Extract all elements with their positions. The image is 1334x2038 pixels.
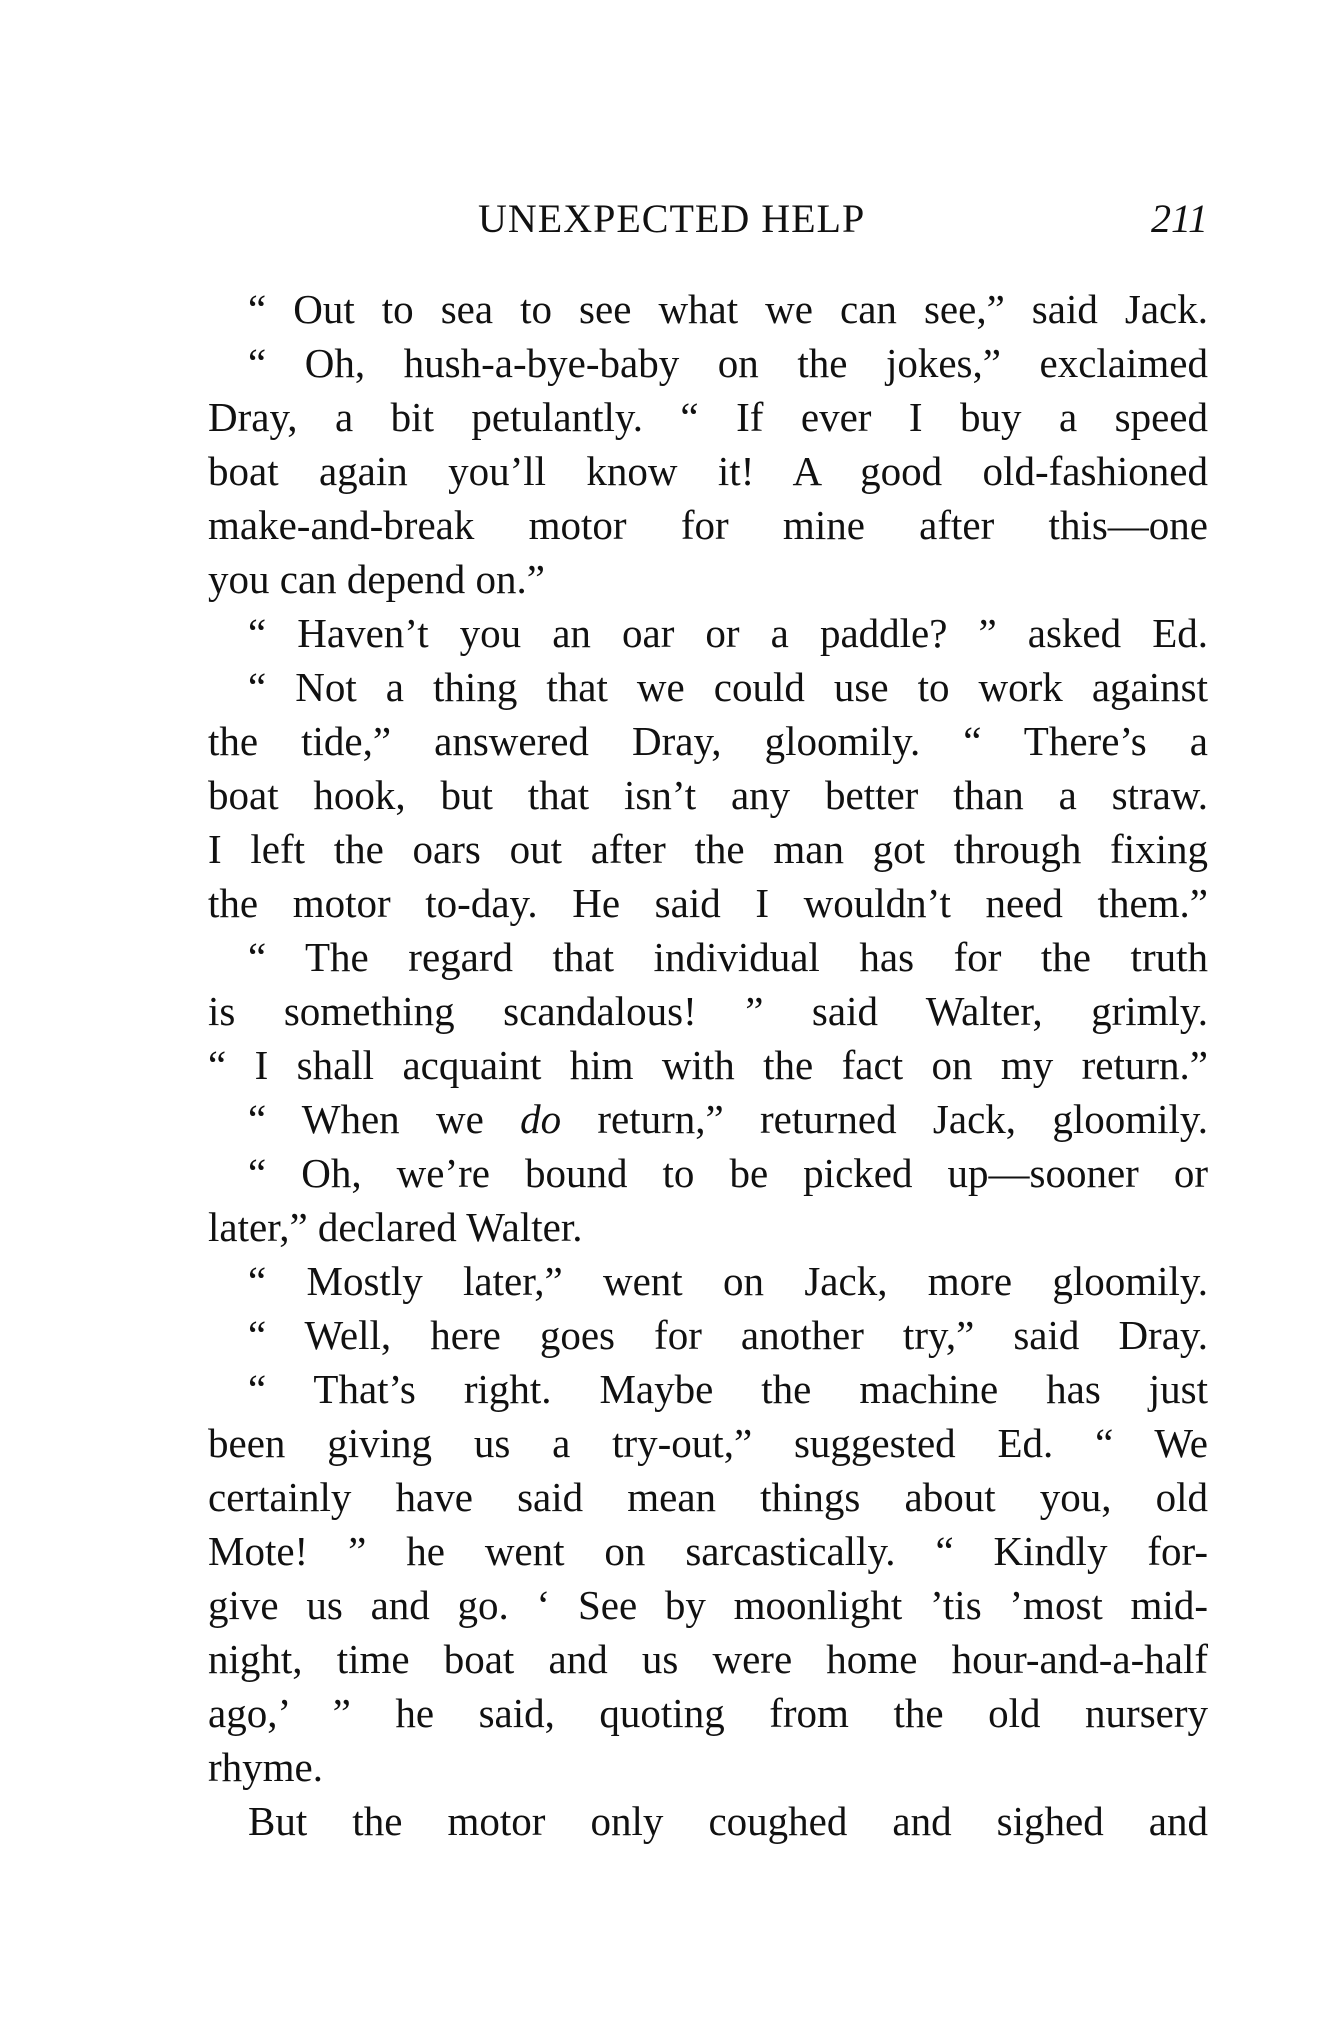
text-line: boat again you’ll know it! A good old-fashioned	[208, 448, 1208, 494]
text-line: “ Mostly later,” went on Jack, more gloomily.	[248, 1258, 1208, 1304]
text-line: “ Oh, hush-a-bye-baby on the jokes,” exclaimed	[248, 340, 1208, 386]
text-line: make-and-break motor for mine after this—one	[208, 502, 1208, 548]
text-line: Mote! ” he went on sarcastically. “ Kindly for-	[208, 1528, 1208, 1574]
emphasis: do	[520, 1096, 562, 1142]
text-line: night, time boat and us were home hour-and-a-half	[208, 1636, 1208, 1682]
text-line: “ The regard that individual has for the truth	[248, 934, 1208, 980]
text-line: boat hook, but that isn’t any better than a straw.	[208, 772, 1208, 818]
text-line: “ I shall acquaint him with the fact on my return.”	[208, 1042, 1208, 1088]
text-line: give us and go. ‘ See by moonlight ’tis ’most mid-	[208, 1582, 1208, 1628]
text-segment: return,” returned Jack, gloomily.	[561, 1096, 1208, 1142]
text-line: I left the oars out after the man got through fixing	[208, 826, 1208, 872]
text-line: rhyme.	[208, 1744, 323, 1790]
text-line: “ That’s right. Maybe the machine has just	[248, 1366, 1208, 1412]
text-line: been giving us a try-out,” suggested Ed. “ We	[208, 1420, 1208, 1466]
text-line: certainly have said mean things about you, old	[208, 1474, 1208, 1520]
text-line: “ Not a thing that we could use to work against	[248, 664, 1208, 710]
text-line: the motor to-day. He said I wouldn’t need them.”	[208, 880, 1208, 926]
text-line: “ Oh, we’re bound to be picked up—sooner or	[248, 1150, 1208, 1196]
body-text	[208, 282, 1208, 1848]
text-line: “ Haven’t you an oar or a paddle? ” asked Ed.	[248, 610, 1208, 656]
text-line: “ Out to sea to see what we can see,” said Jack.	[248, 286, 1208, 332]
text-line: “ Well, here goes for another try,” said Dray.	[248, 1312, 1208, 1358]
text-line: you can depend on.”	[208, 556, 545, 602]
chapter-title: UNEXPECTED HELP	[478, 196, 866, 241]
running-head	[208, 195, 1208, 255]
text-line: the tide,” answered Dray, gloomily. “ There’s a	[208, 718, 1208, 764]
text-segment: “ When we	[248, 1096, 521, 1142]
text-line: later,” declared Walter.	[208, 1204, 583, 1250]
text-line: ago,’ ” he said, quoting from the old nursery	[208, 1690, 1208, 1736]
text-line: is something scandalous! ” said Walter, grimly.	[208, 988, 1208, 1034]
page-number: 211	[1150, 196, 1208, 241]
text-line: But the motor only coughed and sighed and	[248, 1798, 1208, 1844]
text-line: Dray, a bit petulantly. “ If ever I buy a speed	[208, 394, 1208, 440]
text-line	[208, 1092, 1208, 1146]
